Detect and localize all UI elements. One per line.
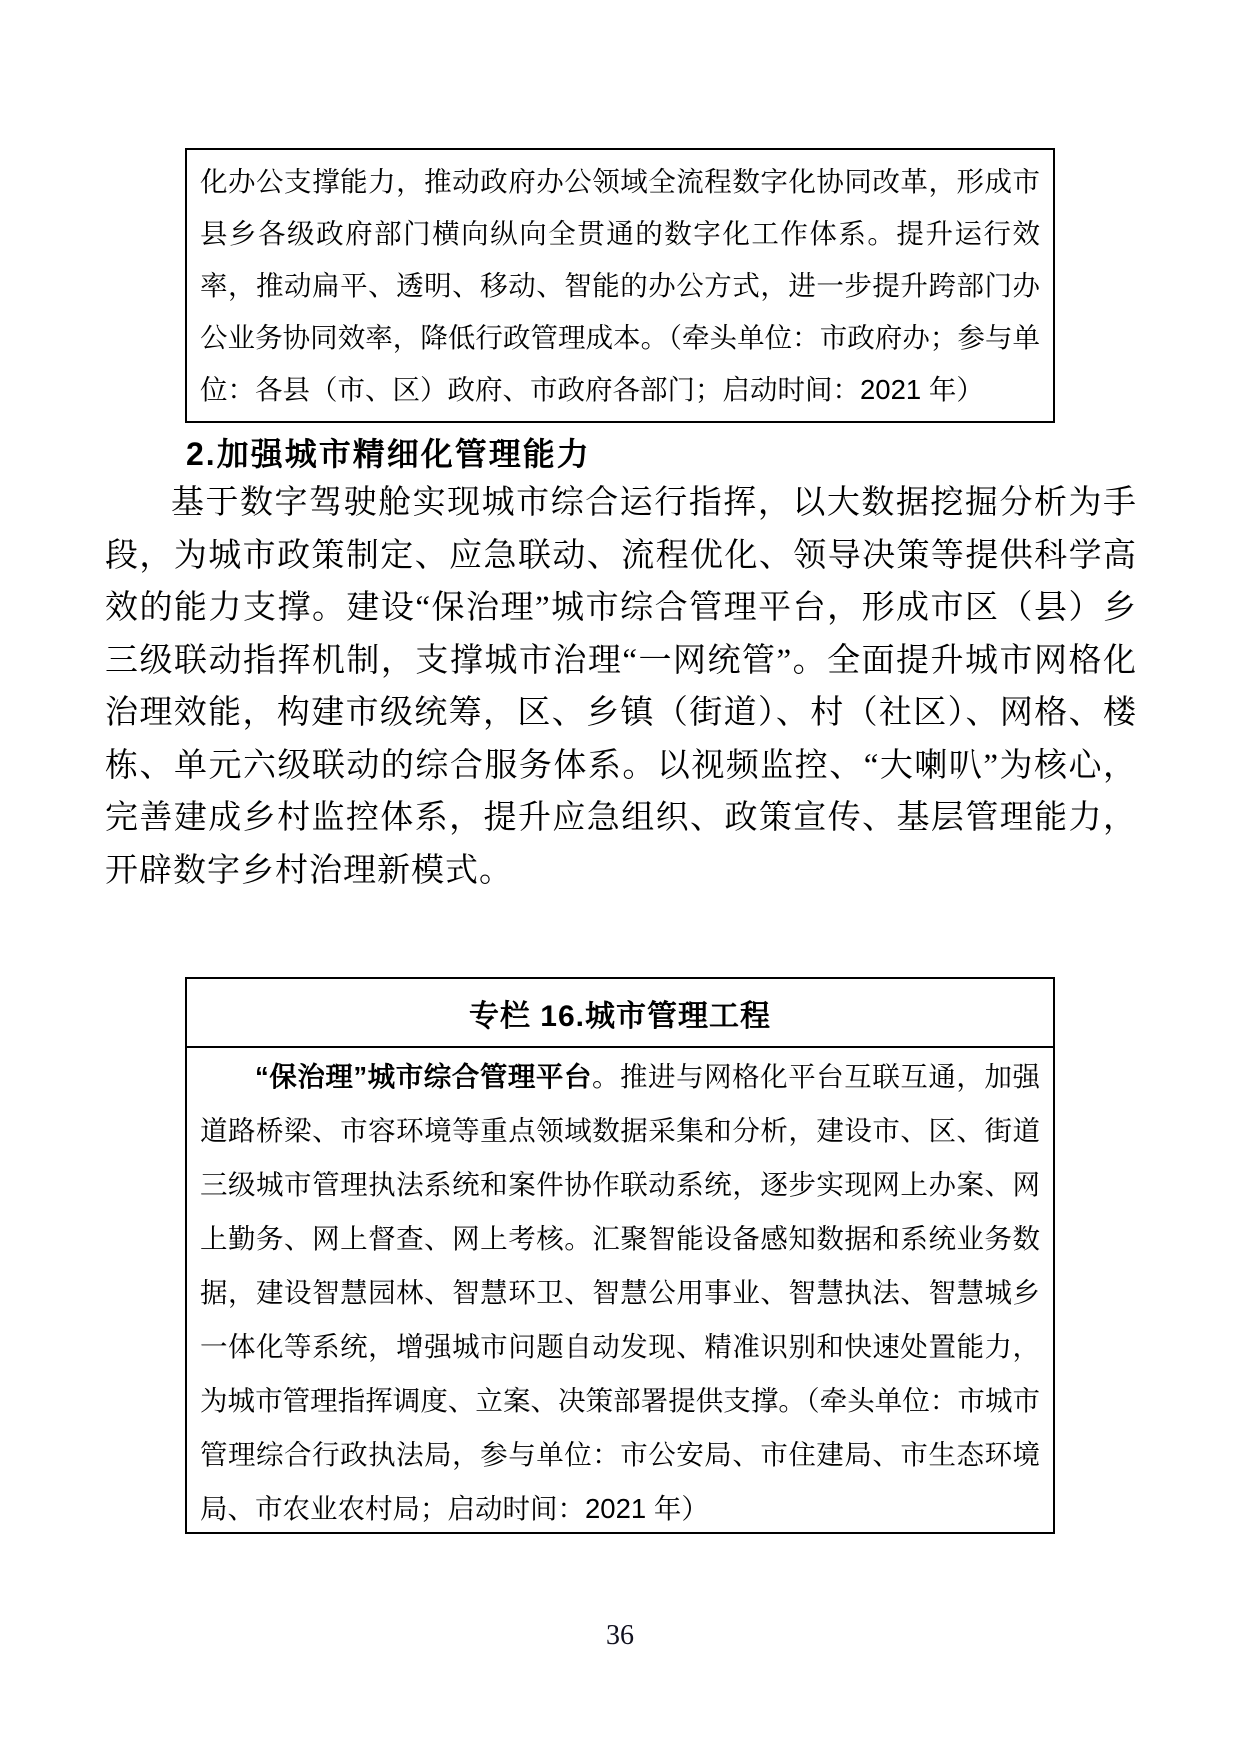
egov-project-box-text: 化办公支撑能力，推动政府办公领域全流程数字化协同改革，形成市县乡各级政府部门横向纵向全贯通的数字化工作体系。提升运行效率，推动扁平、透明、移动、智能的办公方式，进一步提升跨部门办公业务协同效率，降低行政管理成本。（牵头单位：市政府办；参与单位：各县（市、区）政府、市政府各部门；启动时间：2021 年） [200,166,1040,405]
egov-project-box [185,148,1055,423]
section-heading: 2.加强城市精细化管理能力 [186,436,591,472]
column16-body [187,1048,1053,1536]
column16-lead-term: “保治理”城市综合管理平台 [255,1061,592,1092]
body-paragraph: 基于数字驾驶舱实现城市综合运行指挥，以大数据挖掘分析为手段，为城市政策制定、应急联动、流程优化、领导决策等提供科学高效的能力支撑。建设“保治理”城市综合管理平台，形成市区（县）乡三级联动指挥机制，支撑城市治理“一网统管”。全面提升城市网格化治理效能，构建市级统筹，区、乡镇（街道）、村（社区）、网格、楼栋、单元六级联动的综合服务体系。以视频监控、“大喇叭”为核心，完善建成乡村监控体系，提升应急组织、政策宣传、基层管理能力，开辟数字乡村治理新模式。 [105,485,1137,889]
column16-title: 专栏 16.城市管理工程 [187,979,1053,1048]
page-number: 36 [606,1620,634,1651]
column16-box [185,977,1055,1534]
column16-body-text: 。推进与网格化平台互联互通，加强道路桥梁、市容环境等重点领域数据采集和分析，建设市、区、街道三级城市管理执法系统和案件协作联动系统，逐步实现网上办案、网上勤务、网上督查、网上考核。汇聚智能设备感知数据和系统业务数据，建设智慧园林、智慧环卫、智慧公用事业、智慧执法、智慧城乡一体化等系统，增强城市问题自动发现、精准识别和快速处置能力，为城市管理指挥调度、立案、决策部署提供支撑。（牵头单位：市城市管理综合行政执法局，参与单位：市公安局、市住建局、市生态环境局、市农业农村局；启动时间：2021 年） [200,1061,1041,1524]
